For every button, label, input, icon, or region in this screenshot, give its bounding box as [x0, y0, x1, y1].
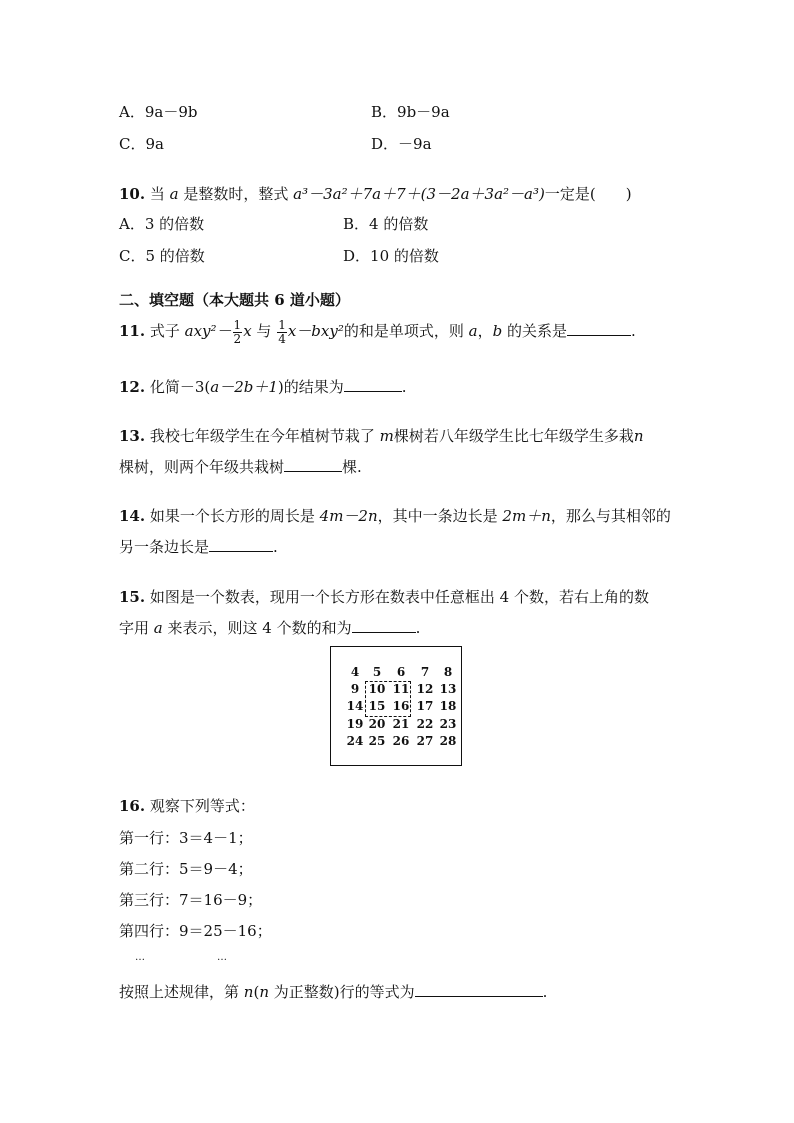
q11-comma: ，	[477, 322, 493, 340]
q14-expr-2: 2m＋n	[502, 507, 551, 525]
q9-option-a: A．9a－9b	[119, 103, 198, 121]
question-number: 14.	[119, 507, 146, 525]
q14-text: ，那么与其相邻的	[550, 507, 671, 525]
table-cell: 9	[350, 682, 360, 696]
q16-text: 按照上述规律，第	[119, 983, 244, 1001]
q10-text-pre: 当	[145, 185, 170, 203]
answer-blank[interactable]	[344, 377, 402, 392]
q14-text: ，其中一条边长是	[377, 507, 503, 525]
question-number: 11.	[119, 322, 146, 340]
question-number: 12.	[119, 378, 146, 396]
q14-expr-1: 4m－2n	[319, 507, 378, 525]
q16-text: (	[253, 983, 260, 1001]
q16-row-4: 第四行：9＝25－16；	[119, 922, 272, 940]
section-title: 二、填空题（本大题共 6 道小题）	[119, 291, 350, 309]
question-number: 10.	[119, 185, 146, 203]
question-14-line-1	[119, 506, 671, 526]
q16-row-3: 第三行：7＝16－9；	[119, 891, 263, 909]
q11-expr-3: x－bxy²	[287, 322, 344, 340]
fraction-quarter	[277, 319, 287, 346]
q13-text: 棵树，则两个年级共栽树	[119, 458, 285, 476]
q14-text: 另一条边长是	[119, 538, 210, 556]
q11-var-b: b	[492, 322, 503, 340]
q11-expr-2: x	[243, 322, 252, 340]
table-cell: 19	[346, 717, 364, 731]
period: .	[273, 538, 278, 556]
question-12	[119, 377, 407, 397]
fraction-denominator: 2	[233, 331, 242, 346]
q11-expr-1: axy²－	[184, 322, 232, 340]
q13-text: 棵树若八年级学生比七年级学生多栽	[393, 427, 634, 445]
table-cell: 6	[396, 665, 406, 679]
table-cell: 25	[368, 734, 386, 748]
q12-expr: a－2b＋1	[210, 378, 278, 396]
q11-text: 的关系是	[502, 322, 567, 340]
period: .	[401, 378, 407, 396]
table-cell: 17	[416, 699, 434, 713]
q11-text: 与	[251, 322, 277, 340]
q10-expression: a³－3a²＋7a＋7＋(3－2a＋3a²－a³)	[293, 185, 545, 203]
answer-blank[interactable]	[567, 321, 631, 336]
answer-blank[interactable]	[284, 457, 342, 472]
table-cell: 23	[439, 717, 457, 731]
question-number: 13.	[119, 427, 146, 445]
question-16-title	[119, 796, 255, 816]
q9-option-d: D．－9a	[371, 135, 432, 153]
period: .	[542, 983, 548, 1001]
period: .	[631, 322, 636, 340]
question-number: 15.	[119, 588, 146, 606]
q15-text: 字用	[119, 619, 154, 637]
q15-text: 来表示，则这 4 个数的和为	[162, 619, 352, 637]
q15-var-a: a	[153, 619, 163, 637]
q16-row-2: 第二行：5＝9－4；	[119, 860, 253, 878]
q16-final-line	[119, 982, 547, 1002]
question-number: 16.	[119, 797, 146, 815]
table-cell: 14	[346, 699, 364, 713]
fraction-numerator: 1	[278, 317, 286, 332]
table-cell: 13	[439, 682, 457, 696]
q11-var-a: a	[468, 322, 478, 340]
table-cell: 27	[416, 734, 434, 748]
q16-text: 观察下列等式：	[145, 797, 255, 815]
ellipsis: …	[217, 952, 228, 963]
q16-var-n: n	[243, 983, 254, 1001]
answer-blank[interactable]	[415, 982, 543, 997]
q16-var-n: n	[259, 983, 269, 1001]
table-cell: 5	[372, 665, 382, 679]
q15-text: 如图是一个数表，现用一个长方形在数表中任意框出 4 个数，若右上角的数	[145, 588, 649, 606]
table-cell: 15	[368, 699, 386, 713]
table-cell: 21	[392, 717, 410, 731]
table-cell: 4	[350, 665, 360, 679]
question-14-line-2	[119, 537, 278, 557]
question-11	[119, 318, 636, 346]
q13-text: 棵.	[342, 458, 362, 476]
question-15-line-2	[119, 618, 420, 638]
table-cell: 16	[392, 699, 410, 713]
question-10	[119, 184, 632, 204]
q13-var-n: n	[633, 427, 644, 445]
q10-text-mid: 是整数时，整式	[178, 185, 294, 203]
q9-option-c: C．9a	[119, 135, 164, 153]
q13-text: 我校七年级学生在今年植树节栽了	[145, 427, 380, 445]
q14-text: 如果一个长方形的周长是	[145, 507, 320, 525]
q13-var-m: m	[379, 427, 394, 445]
question-13-line-1	[119, 426, 644, 446]
table-cell: 20	[368, 717, 386, 731]
number-table-figure	[330, 646, 462, 766]
q10-option-d: D．10 的倍数	[343, 247, 439, 265]
q16-text: 为正整数)行的等式为	[268, 983, 415, 1001]
question-13-line-2	[119, 457, 362, 477]
q12-text: 化简－3(	[145, 378, 211, 396]
period: .	[415, 619, 421, 637]
table-cell: 22	[416, 717, 434, 731]
table-cell: 18	[439, 699, 457, 713]
table-cell: 26	[392, 734, 410, 748]
q10-var-a: a	[169, 185, 179, 203]
table-cell: 10	[368, 682, 386, 696]
q12-text: )的结果为	[277, 378, 344, 396]
table-cell: 28	[439, 734, 457, 748]
q11-text: 式子	[145, 322, 185, 340]
ellipsis: …	[135, 952, 146, 963]
table-cell: 24	[346, 734, 364, 748]
q10-text-post: 一定是( )	[544, 185, 632, 203]
q16-row-1: 第一行：3＝4－1；	[119, 829, 253, 847]
fraction-numerator: 1	[233, 317, 242, 332]
answer-blank[interactable]	[209, 537, 273, 552]
fraction-denominator: 4	[278, 331, 286, 346]
q10-option-c: C．5 的倍数	[119, 247, 205, 265]
q10-option-b: B．4 的倍数	[343, 215, 429, 233]
table-cell: 11	[392, 682, 410, 696]
q9-option-b: B．9b－9a	[371, 103, 450, 121]
q10-option-a: A．3 的倍数	[119, 215, 205, 233]
question-15-line-1	[119, 587, 649, 607]
fraction-half	[233, 319, 243, 346]
answer-blank[interactable]	[352, 618, 416, 633]
table-cell: 8	[443, 665, 453, 679]
q11-text: 的和是单项式，则	[343, 322, 469, 340]
table-cell: 7	[420, 665, 430, 679]
table-cell: 12	[416, 682, 434, 696]
